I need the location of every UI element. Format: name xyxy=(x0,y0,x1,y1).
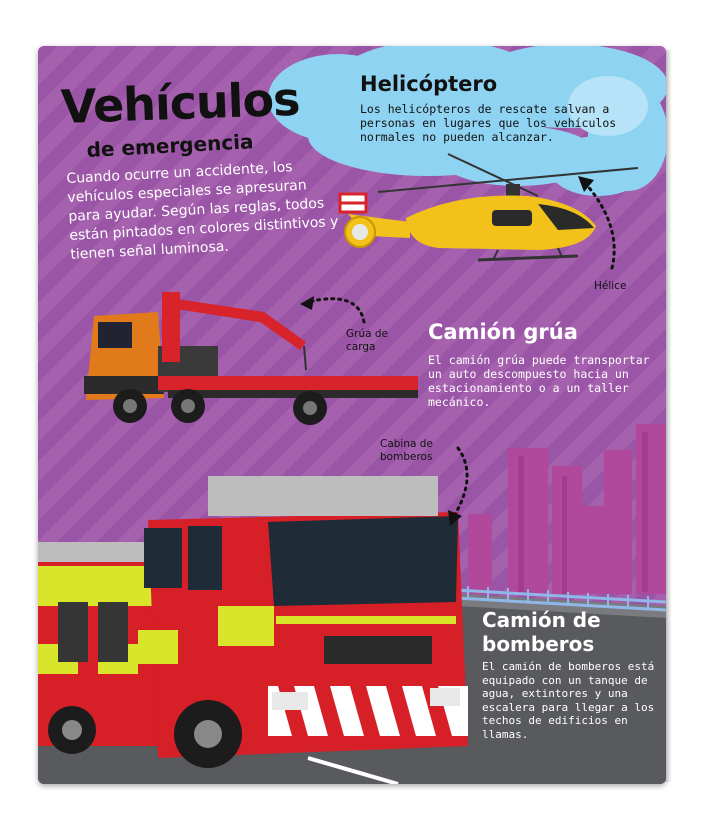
page-title: Vehículos xyxy=(60,71,301,134)
page-subtitle: de emergencia xyxy=(86,129,255,162)
helicopter-text: Los helicópteros de rescate salvan a personas en lugares que los vehículos normales no pueden alcanzar. xyxy=(360,102,617,144)
helice-label: Hélice xyxy=(594,280,627,292)
intro-paragraph: Cuando ocurre un accidente, los vehículos especiales se apresuran para ayudar. Según las reglas, todos están pintados en colores distintivos y tienen señal luminosa. xyxy=(66,159,339,263)
crane-label: Grúa de carga xyxy=(346,328,389,353)
helicopter-heading: Helicóptero xyxy=(360,72,498,96)
fire-truck-text: El camión de bomberos está equipado con un tanque de agua, extintores y una escalera para llegar a los techos de edificios en llamas. xyxy=(482,660,655,741)
tow-truck-text: El camión grúa puede transportar un auto descompuesto hacia un estacionamiento o a un taller mecánico. xyxy=(428,353,650,409)
fire-truck-heading: Camión de bomberos xyxy=(482,608,601,656)
tow-truck-heading: Camión grúa xyxy=(428,320,578,344)
cabin-label: Cabina de bomberos xyxy=(380,438,433,463)
book-page xyxy=(38,46,666,784)
